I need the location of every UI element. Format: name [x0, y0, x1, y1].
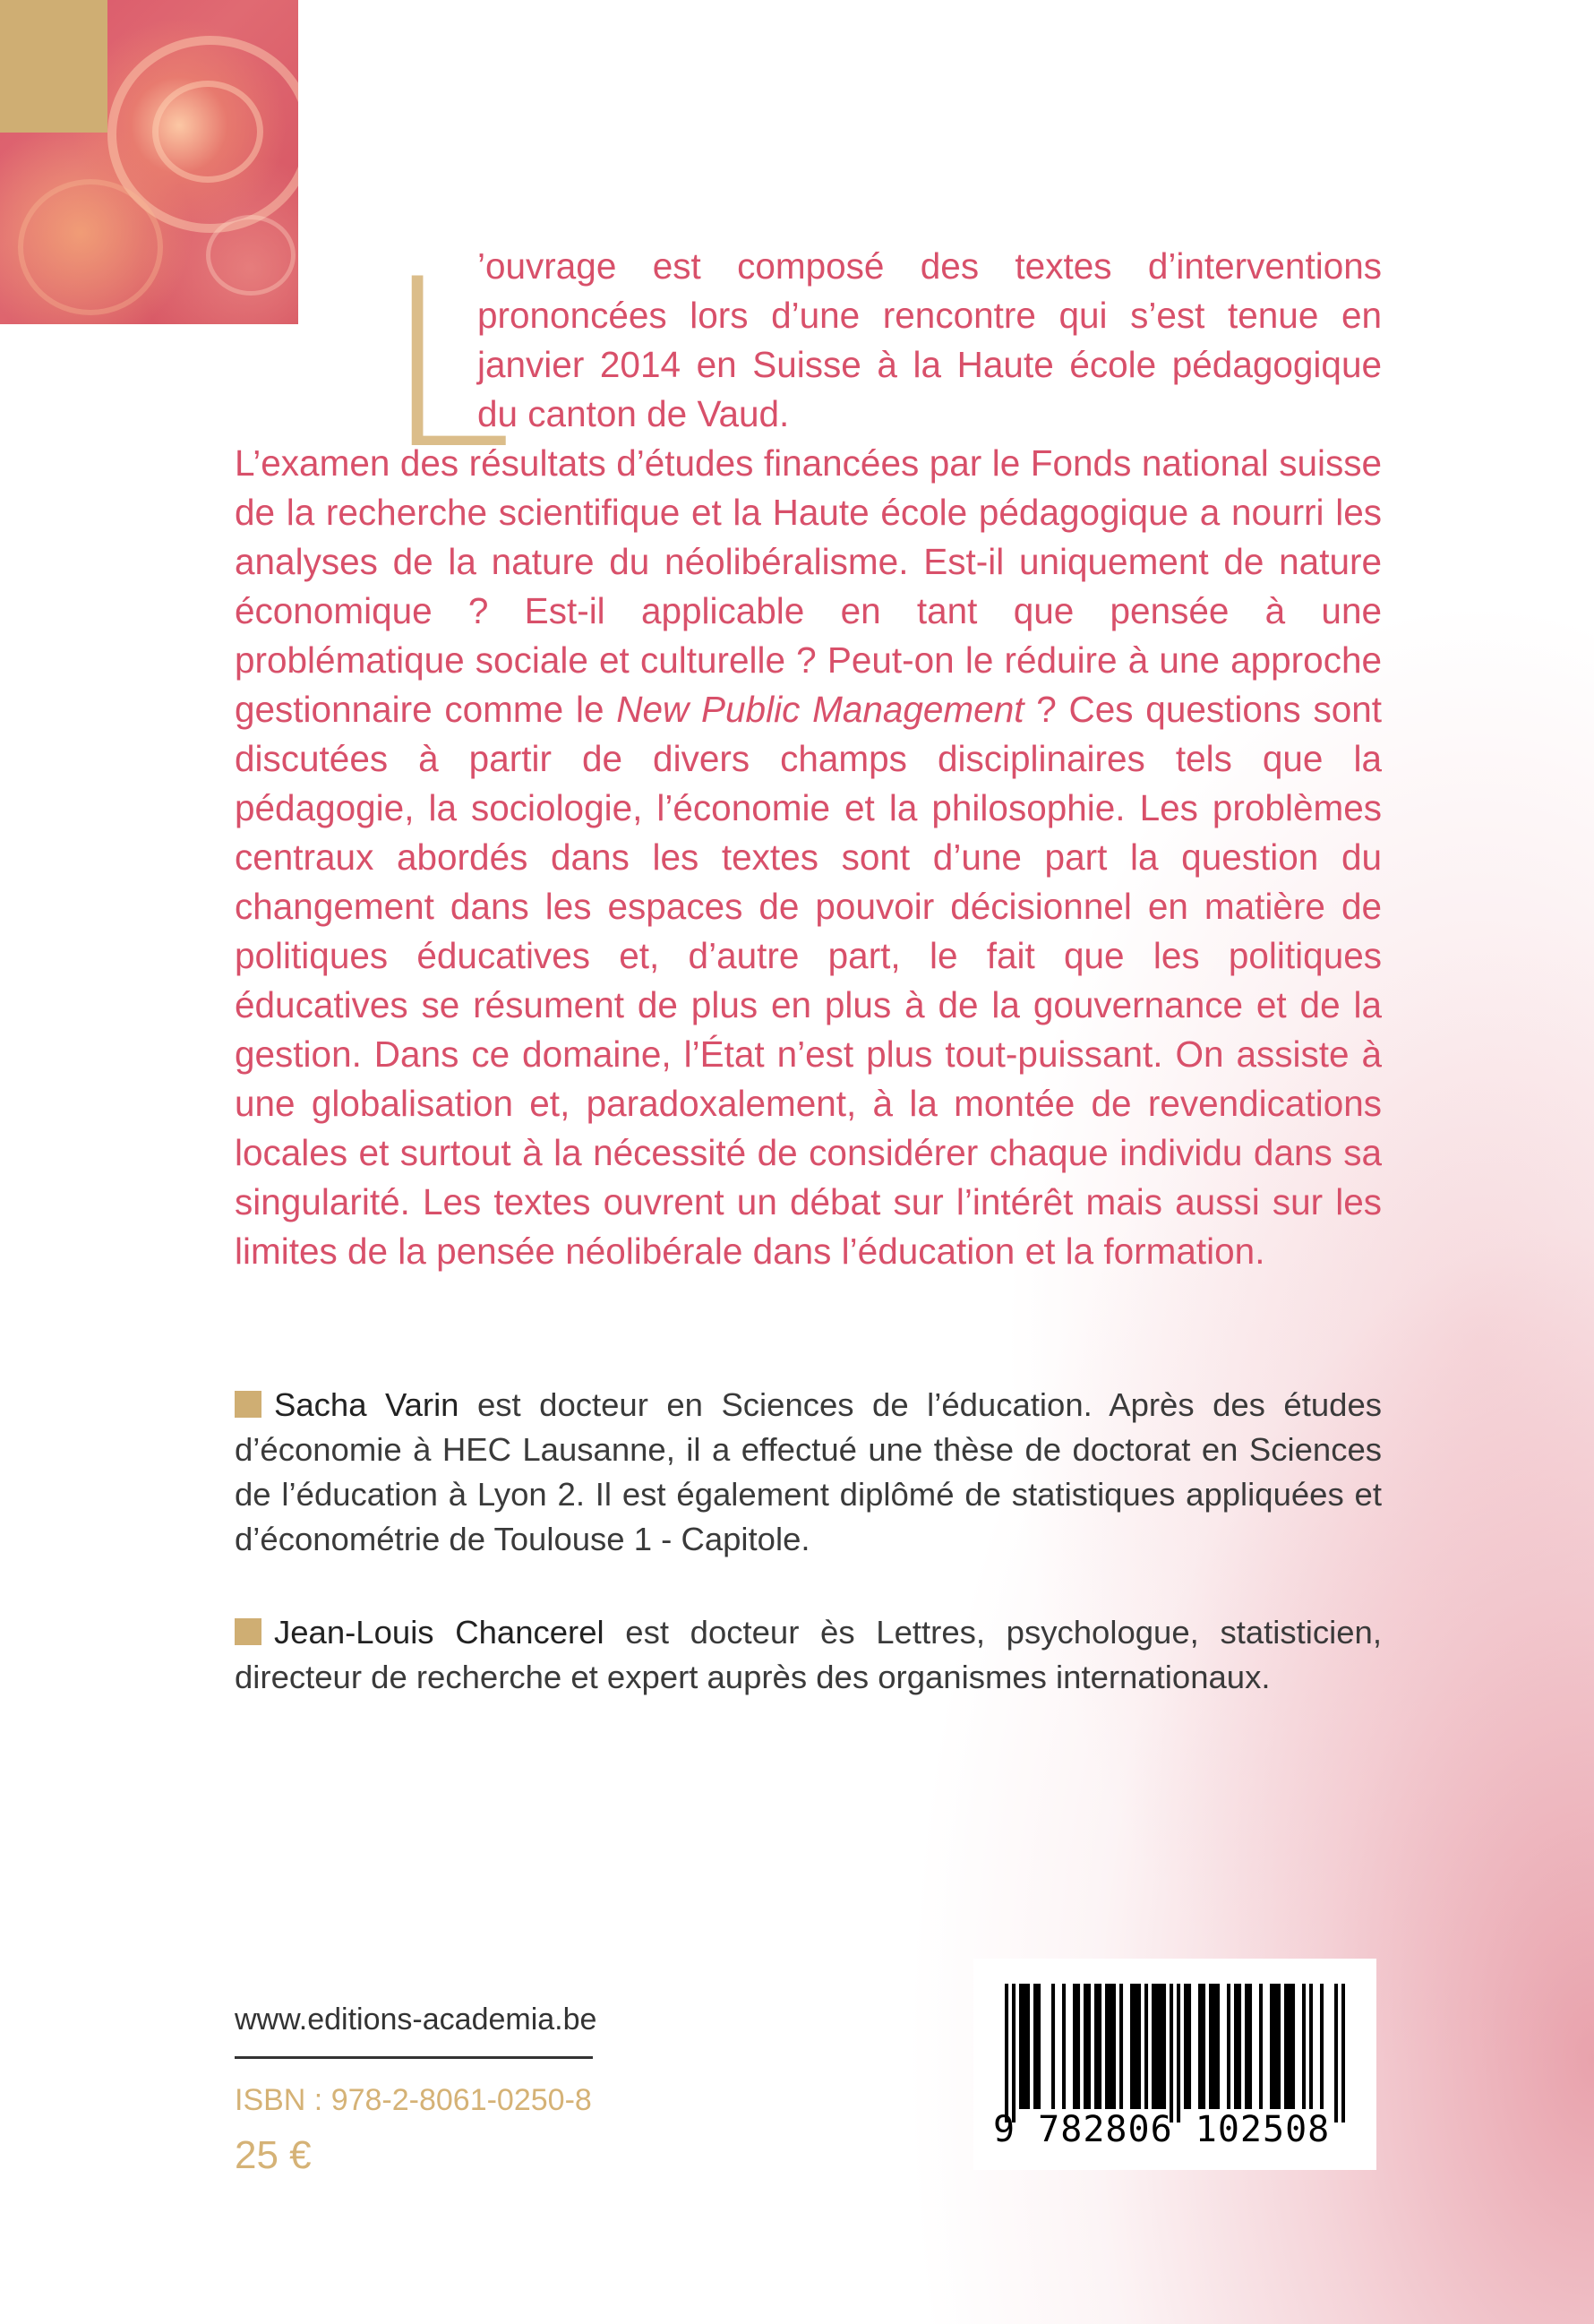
- barcode-bar: [1109, 1984, 1112, 2109]
- barcode-digits: 9 782806 102508: [993, 2109, 1331, 2150]
- author-name: Sacha Varin: [274, 1386, 459, 1423]
- author-bio-2: [235, 1610, 1382, 1700]
- barcode-bar: [1012, 1984, 1016, 2122]
- barcode-bar: [1238, 1984, 1241, 2109]
- barcode-bar: [1227, 1984, 1230, 2109]
- barcode-bar: [1309, 1984, 1313, 2109]
- barcode-bar: [1144, 1984, 1148, 2109]
- barcode-bar: [1248, 1984, 1252, 2109]
- description-opening: ’ouvrage est composé des textes d’interventions prononcées lors d’une rencontre qui s’est tenue en janvier 2014 en Suisse à la Haute école pédagogique du canton de Vaud.: [477, 245, 1382, 434]
- barcode-bar: [1159, 1984, 1162, 2109]
- bullet-square-icon: [235, 1618, 261, 1645]
- barcode-bar: [1051, 1984, 1055, 2109]
- barcode-bar: [1198, 1984, 1202, 2109]
- barcode-bar: [1155, 1984, 1159, 2109]
- barcode-bar: [1019, 1984, 1023, 2109]
- barcode-bar: [1033, 1984, 1037, 2109]
- barcode-bar: [1320, 1984, 1324, 2109]
- barcode-bar: [1334, 1984, 1338, 2122]
- divider: [235, 2056, 593, 2059]
- barcode-bar: [1184, 1984, 1187, 2109]
- barcode-bar: [1094, 1984, 1098, 2109]
- barcode-bar: [1259, 1984, 1263, 2109]
- barcode-bar: [1302, 1984, 1306, 2109]
- barcode-bar: [1105, 1984, 1109, 2109]
- author-description: est docteur ès Lettres, psychologue, statisticien, directeur de recherche et expert auprès des organismes internationaux.: [235, 1614, 1382, 1695]
- barcode-bar: [1234, 1984, 1238, 2109]
- barcode-bar: [1209, 1984, 1213, 2109]
- barcode-bar: [1062, 1984, 1066, 2109]
- drop-cap: L: [383, 230, 513, 501]
- barcode-bar: [1273, 1984, 1277, 2109]
- author-bio-1: [235, 1383, 1382, 1562]
- barcode-bar: [1076, 1984, 1080, 2109]
- barcode-bar: [1152, 1984, 1155, 2109]
- barcode-bar: [1277, 1984, 1281, 2109]
- barcode-bar: [1112, 1984, 1116, 2109]
- barcode-bar: [1216, 1984, 1220, 2109]
- barcode-bar: [1213, 1984, 1216, 2109]
- barcode-bar: [1137, 1984, 1141, 2109]
- barcode-bar: [1187, 1984, 1191, 2109]
- barcode-bar: [1073, 1984, 1076, 2109]
- description-text: L’examen des résultats d’études financées par le Fonds national suisse de la recherche scientifique et la Haute école pédagogique a nourri les analyses de la nature du néolibéralisme. Est-il uniquement de nature économique ? Est-il applicable en tant que pensée à une problématique sociale et culturelle ? Peut-on le réduire à une approche gestionnaire comme le: [235, 442, 1382, 730]
- barcode-bar: [1170, 1984, 1173, 2122]
- barcode-bar: [1177, 1984, 1180, 2122]
- publisher-website[interactable]: www.editions-academia.be: [235, 2002, 597, 2037]
- gold-accent-square: [0, 0, 107, 133]
- barcode-bar: [1037, 1984, 1041, 2109]
- barcode-bar: [1023, 1984, 1026, 2109]
- barcode-bar: [1084, 1984, 1087, 2109]
- barcode-bar: [1130, 1984, 1134, 2109]
- barcode-bar: [1284, 1984, 1288, 2109]
- barcode-bars-icon: [1005, 1984, 1345, 2122]
- price: 25 €: [235, 2133, 312, 2177]
- barcode-bar: [1005, 1984, 1008, 2122]
- barcode-bar: [1119, 1984, 1123, 2109]
- isbn: ISBN : 978-2-8061-0250-8: [235, 2083, 592, 2117]
- barcode-bar: [1202, 1984, 1205, 2109]
- barcode-bar: [1270, 1984, 1273, 2109]
- barcode-bar: [1026, 1984, 1030, 2109]
- author-name: Jean-Louis Chancerel: [274, 1614, 604, 1651]
- barcode-bar: [1162, 1984, 1166, 2109]
- barcode-bar: [1245, 1984, 1248, 2109]
- bullet-square-icon: [235, 1391, 261, 1418]
- barcode-bar: [1291, 1984, 1295, 2109]
- barcode-bar: [1087, 1984, 1091, 2109]
- barcode-bar: [1341, 1984, 1345, 2122]
- author-description: est docteur en Sciences de l’éducation. Après des études d’économie à HEC Lausanne, il a effectué une thèse de doctorat en Sciences de l’éducation à Lyon 2. Il est également diplômé de statistiques appliquées et d’économétrie de Toulouse 1 - Capitole.: [235, 1386, 1382, 1557]
- barcode-bar: [1134, 1984, 1137, 2109]
- description-text-continued: ? Ces questions sont discutées à partir de divers champs disciplinaires tels que la pédagogie, la sociologie, l’économie et la philosophie. Les problèmes centraux abordés dans les textes sont d’une part la question du changement dans les espaces de pouvoir décisionnel en matière de politiques éducatives et, d’autre part, le fait que les politiques éducatives se résument de plus en plus à de la gouvernance et de la gestion. Dans ce domaine, l’État n’est plus tout-puissant. On assiste à une globalisation et, paradoxalement, à la montée de revendications locales et surtout à la nécessité de considérer chaque individu dans sa singularité. Les textes ouvrent un débat sur l’intérêt mais aussi sur les limites de la pensée néolibérale dans l’éducation et la formation.: [235, 689, 1382, 1272]
- description-italic: New Public Management: [616, 689, 1024, 730]
- description-body: [235, 439, 1382, 1276]
- barcode: [973, 1959, 1376, 2170]
- barcode-bar: [1288, 1984, 1291, 2109]
- barcode-bar: [1098, 1984, 1101, 2109]
